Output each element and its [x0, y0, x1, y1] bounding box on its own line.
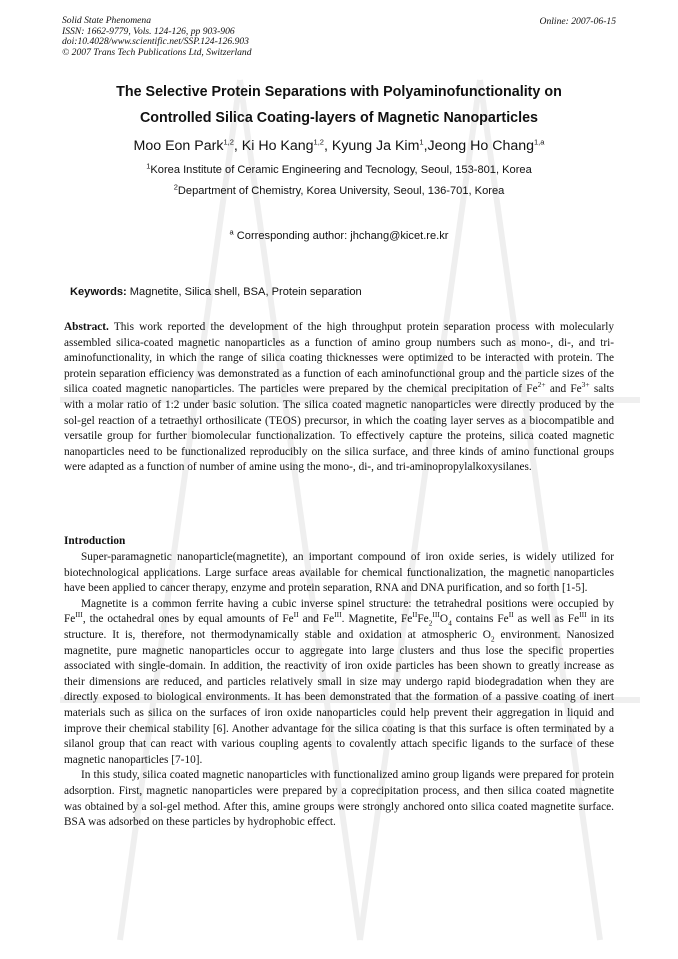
oxidation-sup: III — [75, 610, 83, 620]
intro-text: in its structure. It is, therefore, not thermodynamically stable and oxidation at atmospheric O — [64, 613, 614, 641]
doi-line[interactable]: doi:10.4028/www.scientific.net/SSP.124-126.903 — [62, 36, 249, 48]
abstract-text: salts with a molar ratio of 1:2 under basic solution. The silica coated magnetic nanoparticles were directly produced by the sol-gel reaction of a tetraethyl orthosilicate (TEOS) precursor, in which the coating layer serves as a biocompatible and versatile group for further biomolecular functionalization. To effectively capture the proteins, silica coated magnetic nanoparticles need to be functionalized reproducibly on the silica surface, and three kinds of amino functional groups were adapted as a function of number of amine using the mono-, di-, and tri-aminopropylalkoxysilanes. — [64, 383, 614, 474]
journal-name: Solid State Phenomena — [62, 15, 151, 26]
charge-sup: 3+ — [581, 380, 590, 390]
oxidation-sup: II — [412, 610, 418, 620]
affiliation-2 — [40, 182, 638, 197]
corresponding-author — [40, 227, 638, 242]
abstract-text: This work reported the development of the high throughput protein separation process with molecularly assembled silica-coated magnetic nanoparticles as a function of amino group numbers such as mono-, di-, and tri-aminofunctionality, in which the range of silica coating thicknesses were optimized to be interacted with protein. The protein separation efficiency was demonstrated as a function of each aminofunctional group and the particle sizes of the silica coated magnetic nanoparticles. The particles were prepared by the chemical precipitation of Fe — [64, 321, 614, 396]
paper-title — [40, 79, 638, 131]
intro-text: O — [439, 613, 449, 626]
introduction-body — [64, 550, 614, 831]
abstract-paragraph — [64, 320, 614, 476]
author-affil-sup: 1,2 — [313, 137, 324, 147]
title-line-1: The Selective Protein Separations with Polyaminofunctionality on — [116, 84, 562, 100]
journal-info — [62, 16, 252, 58]
author-separator: , — [323, 138, 332, 154]
author-name: Moo Eon Park — [133, 138, 224, 154]
author-name: Kyung Ja Kim — [331, 138, 420, 154]
charge-sup: 2+ — [537, 380, 546, 390]
keywords-text: Magnetite, Silica shell, BSA, Protein separation — [126, 286, 362, 298]
intro-text: contains Fe — [451, 613, 509, 626]
issn-line: ISSN: 1662-9779, Vols. 124-126, pp 903-906 — [62, 25, 235, 37]
oxidation-sup: III — [432, 610, 440, 620]
author-affil-sup: 1,2 — [223, 137, 234, 147]
intro-text: environment. Nanosized magnetite, pure magnetic nanoparticles occur to aggregate into large clusters and thus lose the specific properties associated with single-domain. In addition, the reactivity of iron oxide particles has been shown to greatly increase as their dimensions are reduced, and particles relatively small in size may undergo rapid biodegradation when they are directly exposed to biological environments. It has been demonstrated that the formation of a passive coating of inert materials such as silica on the surfaces of iron oxide nanoparticles could help prevent their aggregation in liquid and improve their chemical stability [6]. Another advantage for the silica coating is that this surface is often terminated by a silanol group that can react with various coupling agents to covalently attach specific ligands to the surface of these magnetic nanoparticles [7-10]. — [64, 628, 614, 766]
author-name: Ki Ho Kang — [241, 138, 314, 154]
affiliation-1 — [40, 161, 638, 176]
affiliation-text: Korea Institute of Ceramic Engineering and Tecnology, Seoul, 153-801, Korea — [150, 164, 532, 176]
online-date: Online: 2007-06-15 — [539, 16, 616, 27]
affiliation-sup: 1 — [146, 161, 151, 171]
author-separator: , — [233, 138, 242, 154]
author-separator: , — [423, 138, 428, 154]
formula-sub: 2 — [428, 618, 433, 628]
intro-paragraph-3: In this study, silica coated magnetic nanoparticles with functionalized amino group ligands were prepared for protein adsorption. First, magnetic nanoparticles were prepared by a coprecipitation process, and then silica coated magnetite was obtained by a sol-gel method. After this, amine groups were strongly anchored onto silica coated magnetite surface. BSA was adsorbed on these particles by hydrophobic effect. — [64, 769, 614, 829]
abstract-label: Abstract. — [64, 321, 109, 333]
intro-text: . Magnetite, Fe — [341, 613, 413, 626]
author-affil-sup: 1 — [419, 137, 424, 147]
corresponding-sup: a — [229, 227, 234, 237]
oxidation-sup: III — [334, 610, 342, 620]
intro-text: as well as Fe — [513, 613, 580, 626]
intro-text: Magnetite is a common ferrite having a cubic inverse spinel structure: the tetrahedral positions were occupied by Fe — [64, 597, 614, 626]
keywords-line — [70, 286, 362, 298]
oxidation-sup: II — [293, 610, 299, 620]
oxidation-sup: II — [508, 610, 514, 620]
introduction-heading: Introduction — [64, 535, 126, 547]
intro-paragraph-2 — [64, 597, 614, 769]
affiliation-text: Department of Chemistry, Korea University, Seoul, 136-701, Korea — [177, 185, 505, 197]
author-name: Jeong Ho Chang — [427, 138, 535, 154]
formula-sub: 4 — [448, 618, 452, 628]
abstract-text: and Fe — [545, 383, 582, 396]
intro-text: and Fe — [298, 613, 335, 626]
title-line-2: Controlled Silica Coating-layers of Magnetic Nanoparticles — [139, 110, 538, 126]
intro-text: , the octahedral ones by equal amounts of Fe — [82, 613, 294, 626]
author-affil-sup: 1,a — [534, 137, 545, 147]
intro-text: Fe — [417, 613, 429, 626]
author-list — [40, 138, 638, 154]
intro-paragraph-1: Super-paramagnetic nanoparticle(magnetite), an important compound of iron oxide series, is widely utilized for biotechnological applications. Large surface areas available for chemical functionalization, the magnetic nanoparticles have been applied to cancer therapy, enzyme and protein separation, RNA and DNA purification, and so forth [1-5]. — [64, 551, 614, 595]
keywords-label: Keywords: — [70, 286, 127, 298]
oxidation-sup: III — [579, 610, 587, 620]
affiliation-sup: 2 — [173, 182, 178, 192]
copyright-line: © 2007 Trans Tech Publications Ltd, Switzerland — [62, 46, 252, 58]
formula-sub: 2 — [490, 634, 495, 644]
corresponding-text[interactable]: Corresponding author: jhchang@kicet.re.kr — [233, 230, 449, 242]
